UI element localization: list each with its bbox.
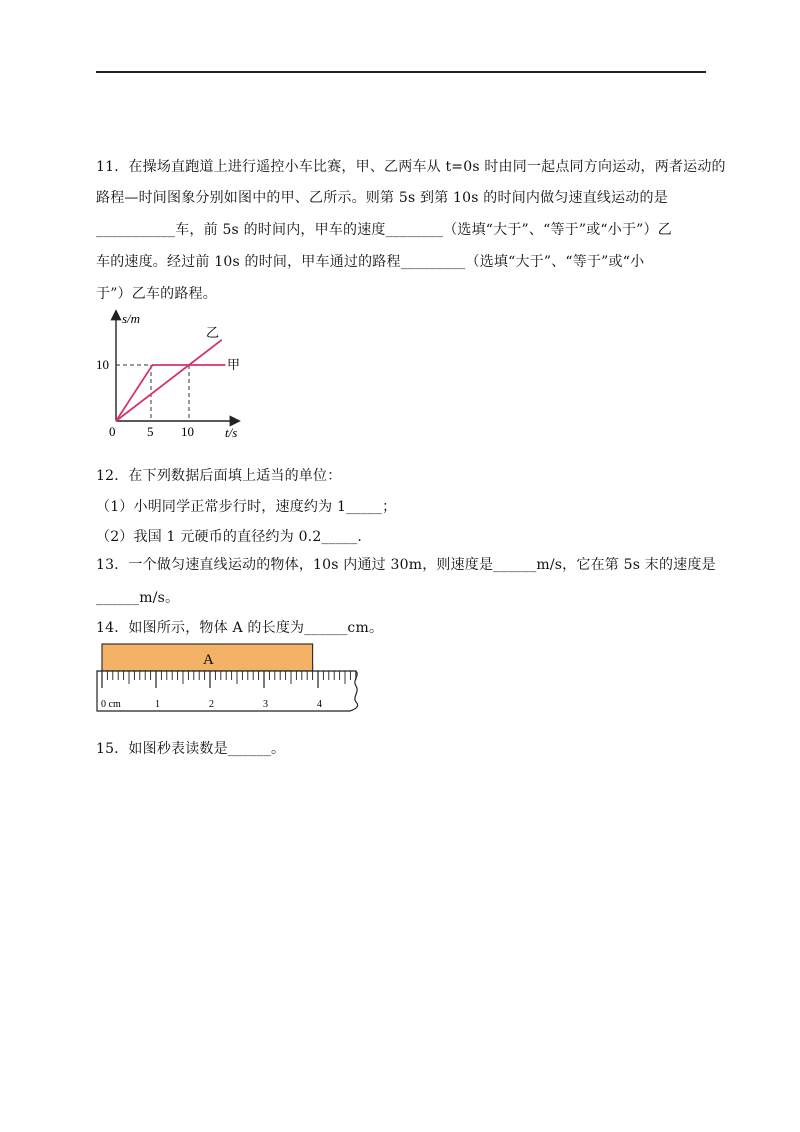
- ruler-figure: [94, 642, 370, 720]
- header-rule: [96, 71, 706, 73]
- series-yi-label: 乙: [206, 325, 220, 340]
- q12-line-3: （2）我国 1 元硬币的直径约为 0.2_____.: [96, 529, 363, 545]
- series-jia-line: [116, 365, 226, 421]
- tick-x-5: 5: [147, 424, 154, 439]
- q11-line-5: 于”）乙车的路程。: [96, 286, 217, 302]
- st-graph-svg: [92, 308, 262, 443]
- q15-line-1: 15．如图秒表读数是______。: [96, 741, 286, 757]
- q11-line-2: 路程—时间图象分别如图中的甲、乙所示。则第 5s 到第 10s 的时间内做匀速直线运动的是: [96, 190, 668, 206]
- q11-line-1: 11．在操场直跑道上进行遥控小车比赛，甲、乙两车从 t=0s 时由同一起点同方向运动，两者运动的: [96, 159, 726, 175]
- ruler-tick-3: 3: [263, 699, 268, 710]
- series-yi-line: [116, 340, 222, 421]
- q13-line-1: 13．一个做匀速直线运动的物体，10s 内通过 30m，则速度是______m/s，它在第 5s 末的速度是: [96, 557, 716, 573]
- ruler-tick-2: 2: [209, 699, 214, 710]
- q13-line-2: ______m/s。: [96, 590, 180, 606]
- ruler-tick-4: 4: [317, 699, 322, 710]
- q14-line-1: 14．如图所示，物体 A 的长度为______cm。: [96, 620, 384, 636]
- y-axis-label: s/m: [122, 311, 141, 326]
- ruler-tick-1: 1: [155, 699, 160, 710]
- x-axis-label: t/s: [225, 425, 238, 440]
- series-jia-label: 甲: [227, 357, 241, 372]
- q11-line-3: ___________车，前 5s 的时间内，甲车的速度________（选填“大于”、“等于”或“小于”）乙: [96, 222, 672, 238]
- st-graph-figure: [92, 308, 262, 447]
- q12-line-1: 12．在下列数据后面填上适当的单位：: [96, 468, 342, 484]
- tick-x-10: 10: [181, 424, 194, 439]
- object-a-label: A: [203, 652, 214, 668]
- ruler-svg: [94, 642, 370, 716]
- q12-line-2: （1）小明同学正常步行时，速度约为 1_____；: [96, 499, 397, 515]
- tick-y-10: 10: [96, 357, 109, 372]
- origin-label: 0: [109, 424, 116, 439]
- ruler-unit-label: 0 cm: [101, 699, 121, 710]
- q11-line-4: 车的速度。经过前 10s 的时间，甲车通过的路程_________（选填“大于”、“等于”或“小: [96, 254, 645, 270]
